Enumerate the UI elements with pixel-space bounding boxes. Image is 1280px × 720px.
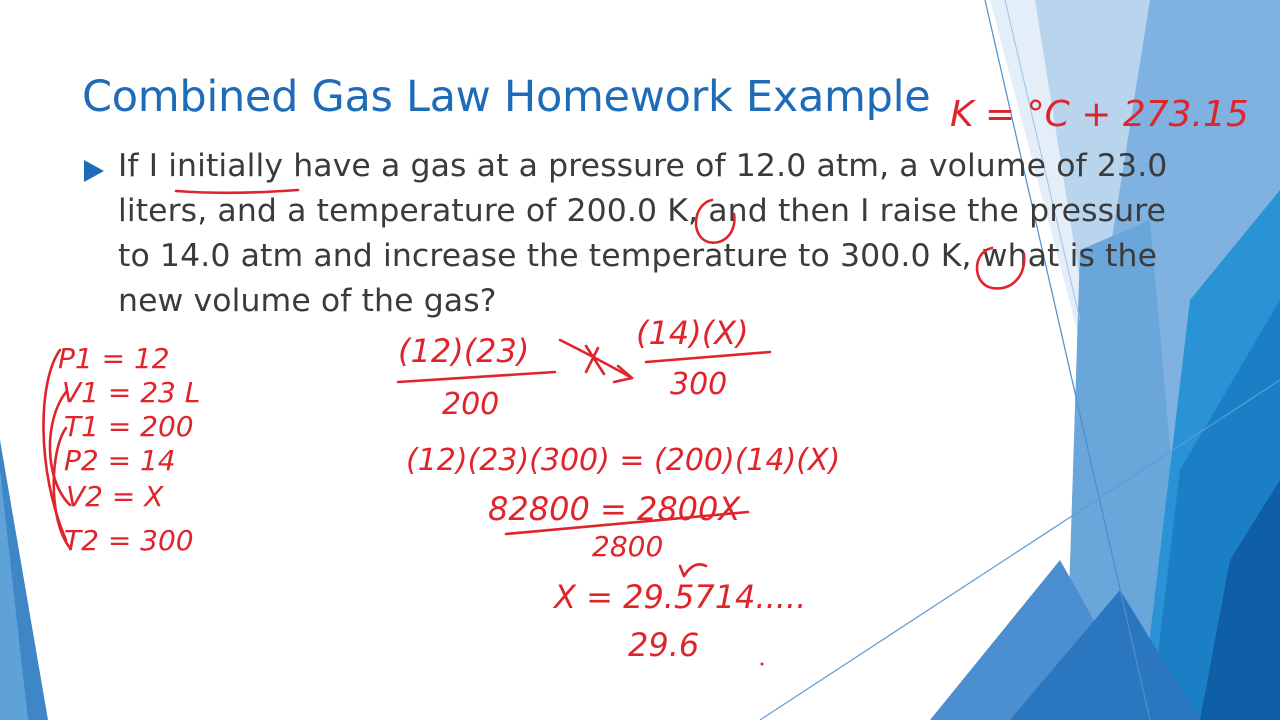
fraction-left-numerator: (12)(23) <box>398 332 530 370</box>
fraction-right-denominator: 300 <box>670 367 728 402</box>
circle-k-1 <box>696 200 734 243</box>
fraction-left-bar <box>398 372 555 382</box>
problem-line-4: new volume of the gas? <box>118 283 497 319</box>
problem-line-1: If I initially have a gas at a pressure of 12.0 atm, a volume of 23.0 <box>118 148 1168 184</box>
given-t1: T1 = 200 <box>64 410 194 443</box>
given-p1: P1 = 12 <box>58 342 170 375</box>
given-v1: V1 = 23 L <box>62 376 201 409</box>
fraction-left-denominator: 200 <box>442 387 500 422</box>
cross-arrow-line <box>560 340 632 378</box>
slide-title: Combined Gas Law Homework Example <box>82 72 931 122</box>
rounded-value: 29.6 <box>628 626 700 664</box>
given-p2: P2 = 14 <box>64 444 176 477</box>
result-value: X = 29.5714..... <box>554 578 807 616</box>
divisor: 2800 <box>592 530 664 563</box>
problem-line-2: liters, and a temperature of 200.0 K, and then I raise the pressure <box>118 193 1166 229</box>
problem-line-3: to 14.0 atm and increase the temperature to 300.0 K, what is the <box>118 238 1158 274</box>
underline-initially <box>176 190 298 193</box>
given-v2: V2 = X <box>66 480 164 513</box>
given-t2: T2 = 300 <box>64 524 194 557</box>
fraction-right-bar <box>646 352 770 362</box>
kelvin-formula: K = °C + 273.15 <box>950 94 1249 135</box>
circle-k-2 <box>977 248 1024 288</box>
product-equation: 82800 = 2800X <box>488 490 741 528</box>
ink-dot <box>761 663 764 666</box>
fraction-right-numerator: (14)(X) <box>636 314 749 352</box>
rounding-arrow <box>680 564 706 576</box>
cross-multiply-equation: (12)(23)(300) = (200)(14)(X) <box>406 443 841 478</box>
